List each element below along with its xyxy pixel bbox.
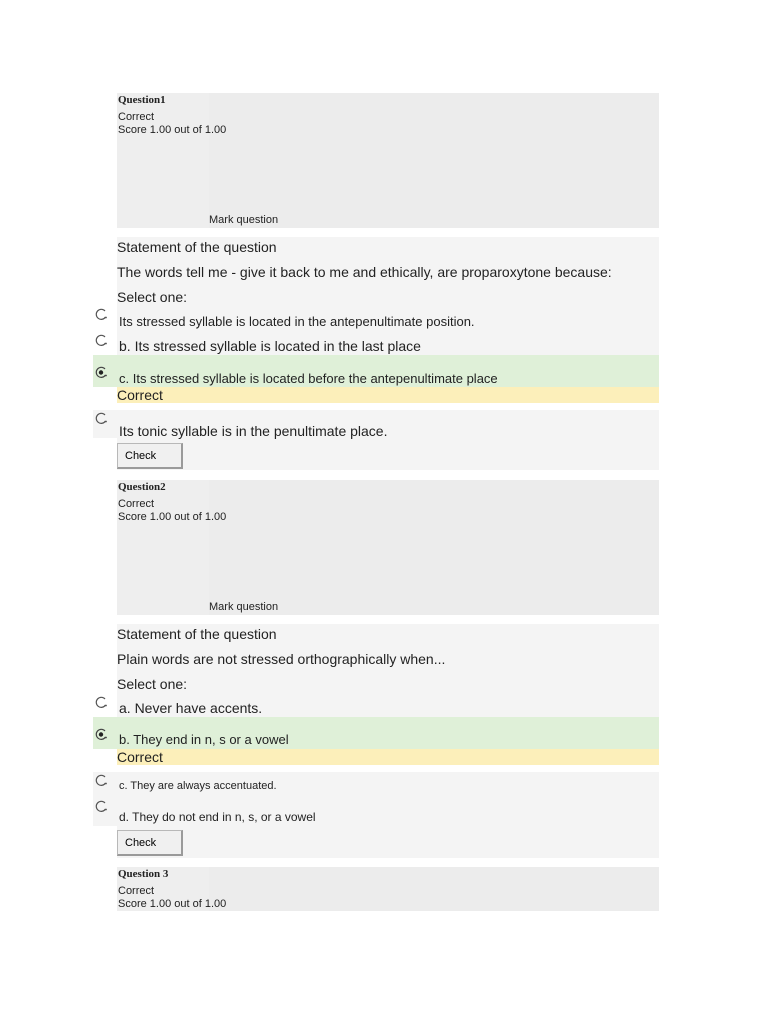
radio-option-d[interactable] (95, 800, 108, 813)
option-c-label[interactable]: c. Its stressed syllable is located before the antepenultimate place (119, 371, 498, 386)
option-c-label[interactable]: c. They are always accentuated. (119, 780, 277, 792)
feedback-correct: Correct (117, 749, 659, 765)
option-b-label[interactable]: b. Its stressed syllable is located in the last place (119, 338, 421, 354)
option-d-block (117, 410, 659, 470)
radio-option-b[interactable] (95, 334, 108, 347)
question-number: Question1 (118, 94, 166, 106)
check-button[interactable]: Check (117, 443, 183, 469)
question-state: Correct (118, 111, 155, 123)
radio-option-a[interactable] (95, 696, 108, 709)
question-grade: Score 1.00 out of 1.00 (118, 124, 227, 136)
question-1-info (117, 93, 659, 228)
question-grade: Score 1.00 out of 1.00 (118, 511, 227, 523)
option-a-label[interactable]: a. Never have accents. (119, 700, 263, 716)
mark-question-link[interactable]: Mark question (209, 601, 279, 613)
select-one-prompt: Select one: (117, 676, 188, 692)
question-state: Correct (118, 498, 155, 510)
question-number: Question2 (118, 481, 166, 493)
question-grade: Score 1.00 out of 1.00 (118, 898, 227, 910)
check-button[interactable]: Check (117, 830, 183, 856)
question-text: The words tell me - give it back to me and ethically, are proparoxytone because: (117, 264, 612, 280)
radio-option-c-selected[interactable] (95, 366, 108, 379)
question-3-info (117, 867, 659, 911)
question-state: Correct (118, 885, 155, 897)
statement-heading: Statement of the question (117, 239, 277, 255)
question-text: Plain words are not stressed orthographically when... (117, 651, 446, 667)
question-number: Question 3 (118, 868, 169, 880)
feedback-correct: Correct (117, 387, 659, 403)
option-d-label[interactable]: Its tonic syllable is in the penultimate place. (119, 423, 388, 439)
radio-option-c[interactable] (95, 774, 108, 787)
statement-heading: Statement of the question (117, 626, 277, 642)
radio-option-d[interactable] (95, 412, 108, 425)
question-2-info (117, 480, 659, 615)
option-d-label[interactable]: d. They do not end in n, s, or a vowel (119, 810, 316, 824)
option-b-label[interactable]: b. They end in n, s or a vowel (119, 732, 289, 747)
select-one-prompt: Select one: (117, 289, 188, 305)
radio-option-a[interactable] (95, 308, 108, 321)
option-a-label[interactable]: Its stressed syllable is located in the antepenultimate position. (119, 314, 475, 329)
mark-question-link[interactable]: Mark question (209, 214, 279, 226)
radio-option-b-selected[interactable] (95, 728, 108, 741)
